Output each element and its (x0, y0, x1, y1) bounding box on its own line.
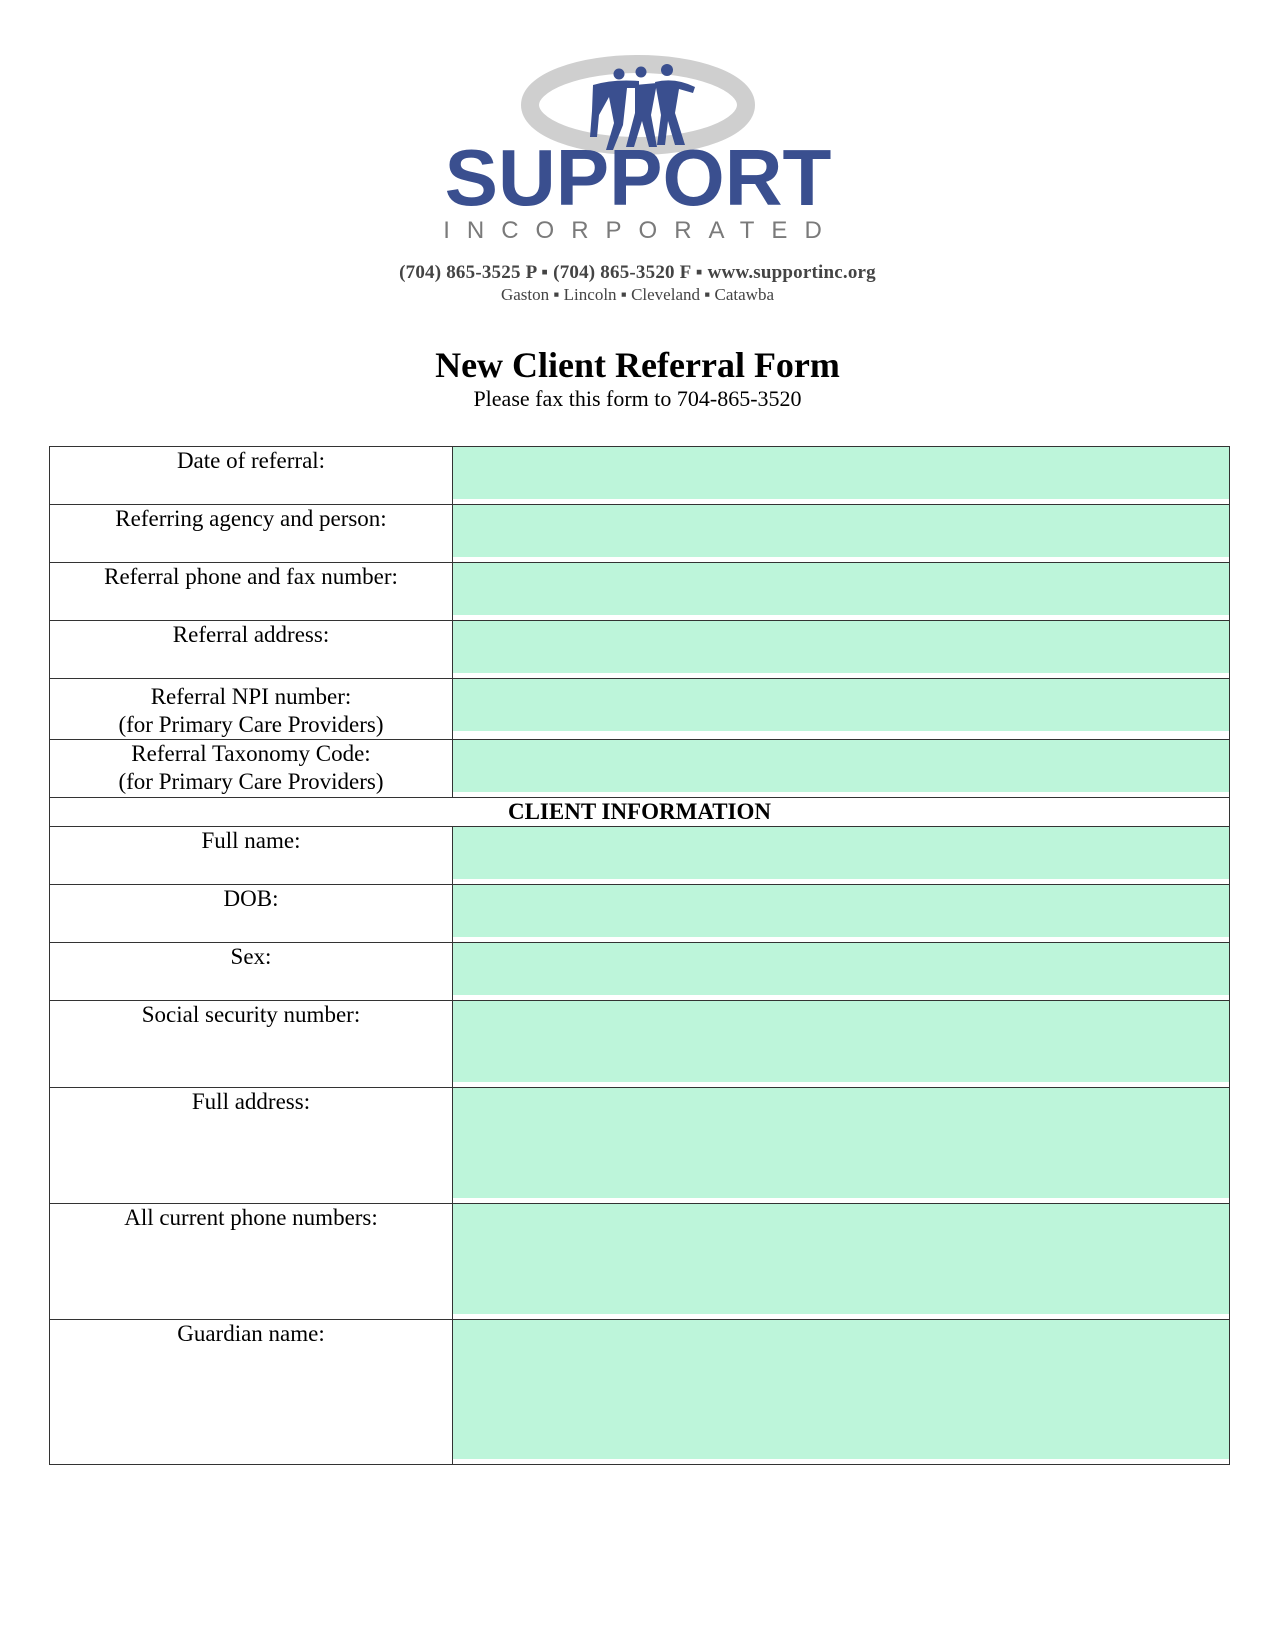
field-label (50, 1001, 453, 1088)
table-row (50, 1320, 1230, 1465)
field-label (50, 563, 453, 621)
dob-field[interactable] (453, 885, 1230, 943)
label-text: Date of referral: (176, 448, 326, 473)
field-label (50, 621, 453, 679)
table-row (50, 1088, 1230, 1204)
field-label (50, 1204, 453, 1320)
input-area[interactable] (453, 943, 1229, 995)
label-text: Referring agency and person: (115, 506, 387, 531)
table-row (50, 621, 1230, 679)
label-text: Referral Taxonomy Code: (131, 741, 371, 766)
date-of-referral-field[interactable] (453, 447, 1230, 505)
company-logo (0, 55, 1275, 245)
input-area[interactable] (453, 447, 1229, 499)
input-area[interactable] (453, 885, 1229, 937)
label-text: Full name: (201, 828, 301, 853)
table-row (50, 563, 1230, 621)
table-row (50, 679, 1230, 740)
logo-name: SUPPORT (444, 133, 831, 222)
label-text: Full address: (191, 1089, 311, 1114)
service-counties: Gaston ▪ Lincoln ▪ Cleveland ▪ Catawba (500, 285, 774, 304)
field-label (50, 1320, 453, 1465)
label-subtext: (for Primary Care Providers) (118, 712, 384, 737)
contact-phone-web: (704) 865-3525 P ▪ (704) 865-3520 F ▪ www.supportinc.org (399, 262, 876, 283)
input-area[interactable] (453, 827, 1229, 879)
field-label (50, 827, 453, 885)
support-logo-graphic (413, 55, 863, 245)
table-row (50, 740, 1230, 798)
table-row (50, 885, 1230, 943)
field-label (50, 447, 453, 505)
field-label (50, 1088, 453, 1204)
table-row (50, 1001, 1230, 1088)
phone-numbers-field[interactable] (453, 1204, 1230, 1320)
field-label (50, 505, 453, 563)
label-subtext: (for Primary Care Providers) (118, 769, 384, 794)
client-information-header: CLIENT INFORMATION (50, 798, 1230, 827)
referral-phone-fax-field[interactable] (453, 563, 1230, 621)
input-area[interactable] (453, 1088, 1229, 1198)
label-text: DOB: (223, 886, 279, 911)
table-row (50, 943, 1230, 1001)
full-name-field[interactable] (453, 827, 1230, 885)
label-text: Referral NPI number: (150, 684, 352, 709)
input-area[interactable] (453, 1320, 1229, 1459)
guardian-name-field[interactable] (453, 1320, 1230, 1465)
referral-address-field[interactable] (453, 621, 1230, 679)
referral-taxonomy-field[interactable] (453, 740, 1230, 798)
input-area[interactable] (453, 505, 1229, 557)
field-label (50, 740, 453, 798)
input-area[interactable] (453, 563, 1229, 615)
contact-info (0, 262, 1275, 305)
input-area[interactable] (453, 679, 1229, 731)
field-label (50, 679, 453, 740)
table-row (50, 505, 1230, 563)
label-text: Referral address: (172, 622, 330, 647)
input-area[interactable] (453, 1204, 1229, 1314)
label-text: Guardian name: (177, 1321, 325, 1346)
table-row (50, 827, 1230, 885)
label-text: Referral phone and fax number: (104, 564, 398, 589)
field-label (50, 943, 453, 1001)
referring-agency-field[interactable] (453, 505, 1230, 563)
label-text: Social security number: (141, 1002, 361, 1027)
logo-tagline: INCORPORATED (442, 217, 839, 244)
label-text: All current phone numbers: (124, 1205, 378, 1230)
referral-npi-field[interactable] (453, 679, 1230, 740)
label-text: Sex: (230, 944, 272, 969)
input-area[interactable] (453, 1001, 1229, 1082)
full-address-field[interactable] (453, 1088, 1230, 1204)
social-security-field[interactable] (453, 1001, 1230, 1088)
table-row (50, 1204, 1230, 1320)
page-title: New Client Referral Form (435, 345, 840, 385)
section-row (50, 798, 1230, 827)
referral-form-table (49, 446, 1230, 1465)
sex-field[interactable] (453, 943, 1230, 1001)
field-label (50, 885, 453, 943)
form-header (0, 345, 1275, 413)
page-subtitle: Please fax this form to 704-865-3520 (473, 386, 802, 411)
input-area[interactable] (453, 740, 1229, 792)
input-area[interactable] (453, 621, 1229, 673)
table-row (50, 447, 1230, 505)
